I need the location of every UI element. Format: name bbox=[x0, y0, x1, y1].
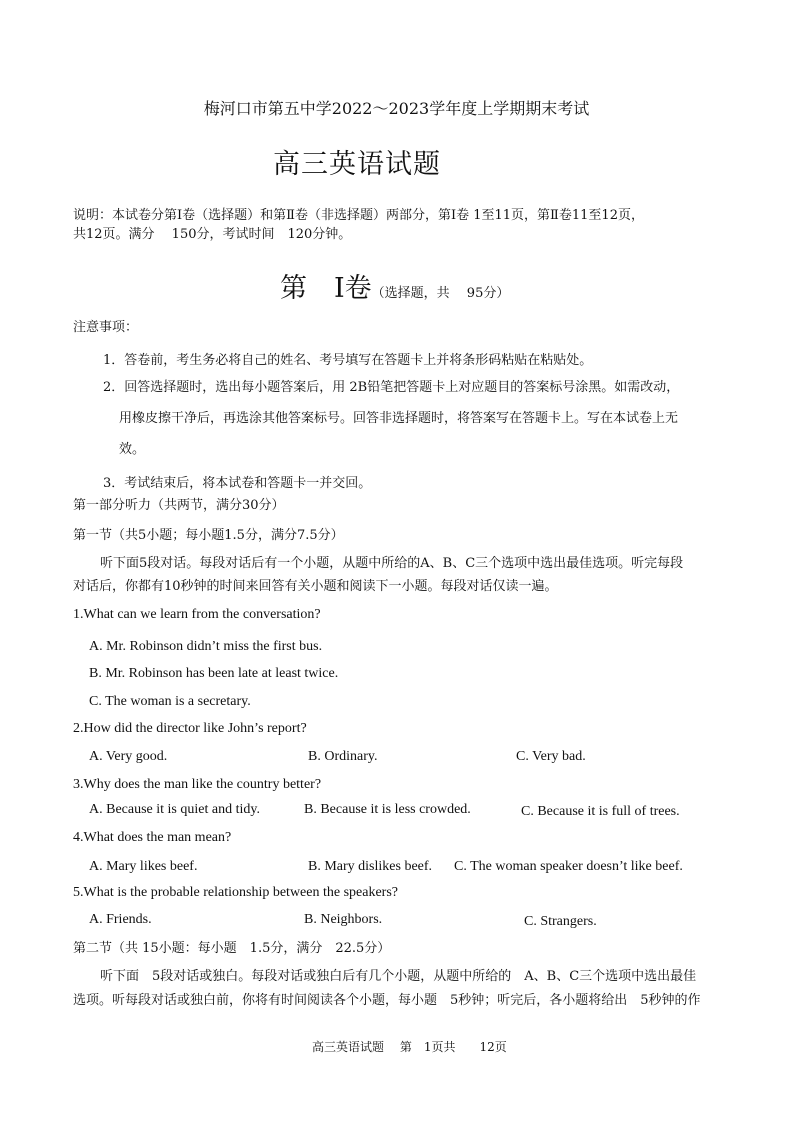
question-2-option-a: A. Very good. bbox=[89, 749, 168, 764]
notes-heading: 注意事项： bbox=[73, 320, 139, 335]
instructions-line-2: 共12页。满分 150分，考试时间 120分钟。 bbox=[73, 227, 352, 242]
section2-intro-line-1: 听下面 5段对话或独白。每段对话或独白后有几个小题，从题中所给的 A、B、C三个选项中选出最佳 bbox=[100, 969, 697, 984]
question-3-option-b: B. Because it is less crowded. bbox=[304, 802, 471, 817]
paper-title: 高三英语试题 bbox=[273, 149, 441, 180]
question-1-option-c: C. The woman is a secretary. bbox=[89, 694, 251, 709]
page-footer: 高三英语试题 第 1页共 12页 bbox=[312, 1040, 507, 1054]
volume-heading bbox=[280, 266, 509, 305]
part1-heading: 第一部分听力（共两节，满分30分） bbox=[73, 498, 285, 513]
question-4: 4.What does the man mean? bbox=[73, 830, 232, 845]
question-4-option-b: B. Mary dislikes beef. bbox=[308, 859, 433, 874]
question-2-option-c: C. Very bad. bbox=[516, 749, 586, 764]
question-5-option-a: A. Friends. bbox=[89, 912, 152, 927]
question-5-option-b: B. Neighbors. bbox=[304, 912, 383, 927]
volume-main: 第 Ⅰ卷 bbox=[280, 273, 372, 304]
section1-intro-line-2: 对话后，你都有10秒钟的时间来回答有关小题和阅读下一小题。每段对话仅读一遍。 bbox=[73, 579, 558, 594]
question-5: 5.What is the probable relationship between the speakers? bbox=[73, 885, 398, 900]
section2-heading: 第二节（共 15小题：每小题 1.5分，满分 22.5分） bbox=[73, 941, 391, 956]
question-5-option-c: C. Strangers. bbox=[524, 914, 597, 929]
school-exam-title: 梅河口市第五中学2022～2023学年度上学期期末考试 bbox=[203, 99, 590, 118]
note-item-3: 3．考试结束后，将本试卷和答题卡一并交回。 bbox=[103, 476, 372, 491]
question-3: 3.Why does the man like the country better? bbox=[73, 777, 322, 792]
question-1: 1.What can we learn from the conversation? bbox=[73, 607, 321, 622]
note-item-2-line-3: 效。 bbox=[119, 442, 146, 457]
question-4-option-c: C. The woman speaker doesn’t like beef. bbox=[454, 859, 683, 874]
question-2: 2.How did the director like John’s report? bbox=[73, 721, 307, 736]
note-item-2-line-1: 2．回答选择题时，选出每小题答案后，用 2B铅笔把答题卡上对应题目的答案标号涂黑。如需改动， bbox=[103, 380, 680, 395]
section2-intro-line-2: 选项。听每段对话或独白前，你将有时间阅读各个小题，每小题 5秒钟；听完后，各小题将给出 5秒钟的作 bbox=[73, 993, 701, 1008]
question-1-option-b: B. Mr. Robinson has been late at least twice. bbox=[89, 666, 339, 681]
question-4-option-a: A. Mary likes beef. bbox=[89, 859, 198, 874]
instructions-line-1: 说明：本试卷分第Ⅰ卷（选择题）和第Ⅱ卷（非选择题）两部分，第Ⅰ卷 1至11页，第Ⅱ卷11至12页， bbox=[73, 208, 644, 223]
question-2-option-b: B. Ordinary. bbox=[308, 749, 378, 764]
note-item-1: 1．答卷前，考生务必将自己的姓名、考号填写在答题卡上并将条形码粘贴在粘贴处。 bbox=[103, 353, 593, 368]
section1-heading: 第一节（共5小题；每小题1.5分，满分7.5分） bbox=[73, 528, 344, 543]
question-3-option-c: C. Because it is full of trees. bbox=[521, 804, 680, 819]
question-3-option-a: A. Because it is quiet and tidy. bbox=[89, 802, 260, 817]
section1-intro-line-1: 听下面5段对话。每段对话后有一个小题，从题中所给的A、B、C三个选项中选出最佳选项。听完每段 bbox=[100, 556, 684, 571]
note-item-2-line-2: 用橡皮擦干净后，再选涂其他答案标号。回答非选择题时，将答案写在答题卡上。写在本试卷上无 bbox=[119, 411, 679, 426]
volume-sub: （选择题，共 95分） bbox=[371, 286, 510, 301]
question-1-option-a: A. Mr. Robinson didn’t miss the first bus. bbox=[89, 639, 323, 654]
